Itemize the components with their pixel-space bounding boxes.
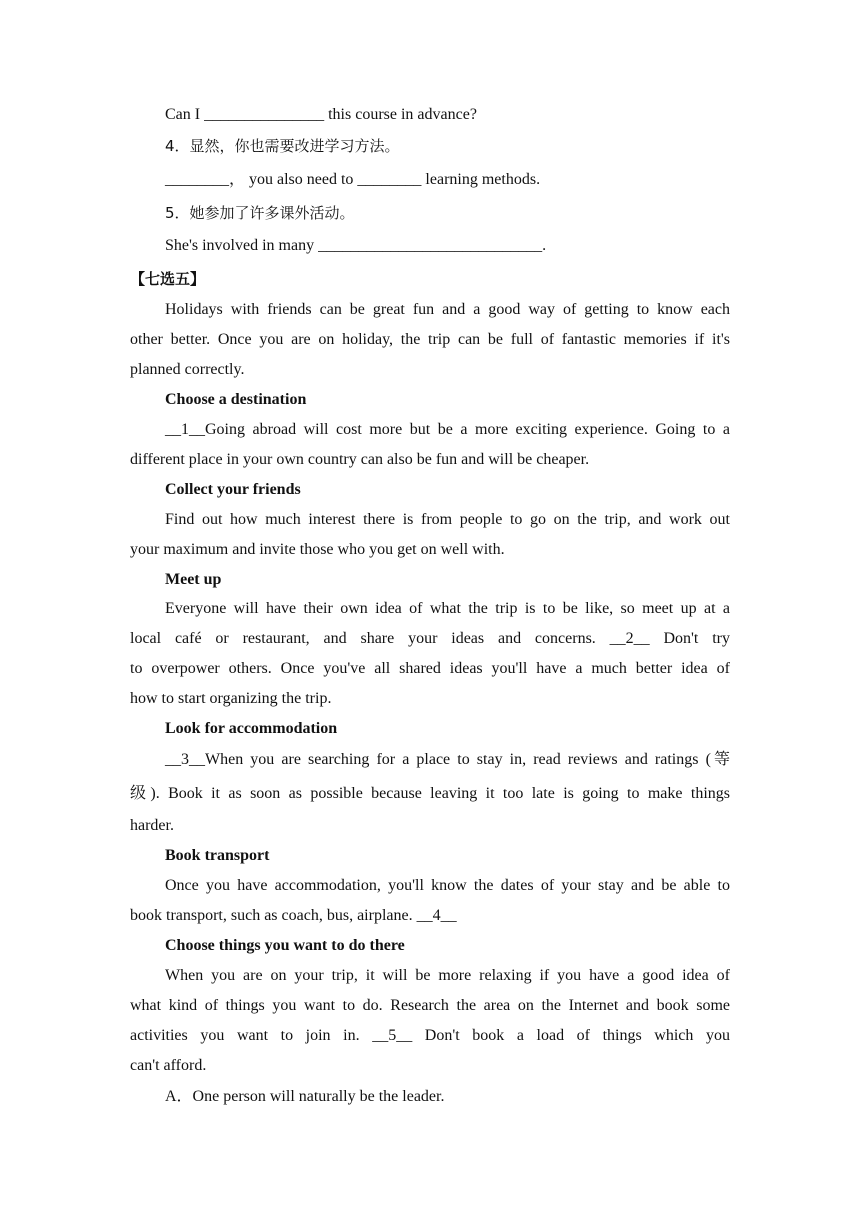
translation-q4-line: ________， you also need to ________ learning methods. [165, 171, 541, 188]
paragraph-1-line: __1__Going abroad will cost more but be a more exciting experience. Going to a [165, 421, 730, 438]
paragraph-6-line: can't afford. [130, 1057, 207, 1074]
translation-q5-line: She's involved in many ____________________________. [165, 237, 547, 254]
translation-q3-line: Can I _______________ this course in advance? [165, 106, 477, 123]
paragraph-5-line: Once you have accommodation, you'll know the dates of your stay and be able to [165, 877, 730, 894]
heading-look-for-accommodation: Look for accommodation [165, 720, 338, 737]
paragraph-4-line: 级). Book it as soon as possible because leaving it too late is going to make things [130, 785, 730, 802]
paragraph-6-line: When you are on your trip, it will be more relaxing if you have a good idea of [165, 967, 730, 984]
paragraph-6-line: activities you want to join in. __5__ Don't book a load of things which you [130, 1027, 730, 1044]
passage-intro-line: Holidays with friends can be great fun and a good way of getting to know each [165, 301, 730, 318]
paragraph-3-line: how to start organizing the trip. [130, 690, 332, 707]
paragraph-4-line: harder. [130, 817, 174, 834]
passage-intro-line: other better. Once you are on holiday, the trip can be full of fantastic memories if it's [130, 331, 730, 348]
paragraph-2-line: your maximum and invite those who you get on well with. [130, 541, 505, 558]
paragraph-4-line: __3__When you are searching for a place to stay in, read reviews and ratings (等 [165, 751, 730, 768]
heading-choose-destination: Choose a destination [165, 391, 307, 408]
heading-collect-friends: Collect your friends [165, 481, 301, 498]
paragraph-3-line: Everyone will have their own idea of what the trip is to be like, so meet up at a [165, 600, 730, 617]
paragraph-6-line: what kind of things you want to do. Research the area on the Internet and book some [130, 997, 730, 1014]
translation-q5-chinese: 5．她参加了许多课外活动。 [165, 204, 355, 222]
section-header: 【七选五】 [130, 270, 206, 288]
option-a: A．One person will naturally be the leader. [165, 1088, 445, 1105]
paragraph-5-line: book transport, such as coach, bus, airplane. __4__ [130, 907, 457, 924]
heading-book-transport: Book transport [165, 847, 270, 864]
paragraph-2-line: Find out how much interest there is from people to go on the trip, and work out [165, 511, 730, 528]
heading-choose-things: Choose things you want to do there [165, 937, 405, 954]
translation-q4-chinese: 4．显然，你也需要改进学习方法。 [165, 137, 400, 155]
paragraph-3-line: local café or restaurant, and share your ideas and concerns. __2__ Don't try [130, 630, 730, 647]
paragraph-3-line: to overpower others. Once you've all shared ideas you'll have a much better idea of [130, 660, 730, 677]
paragraph-1-line: different place in your own country can also be fun and will be cheaper. [130, 451, 590, 468]
passage-intro-line: planned correctly. [130, 361, 245, 378]
heading-meet-up: Meet up [165, 571, 222, 588]
